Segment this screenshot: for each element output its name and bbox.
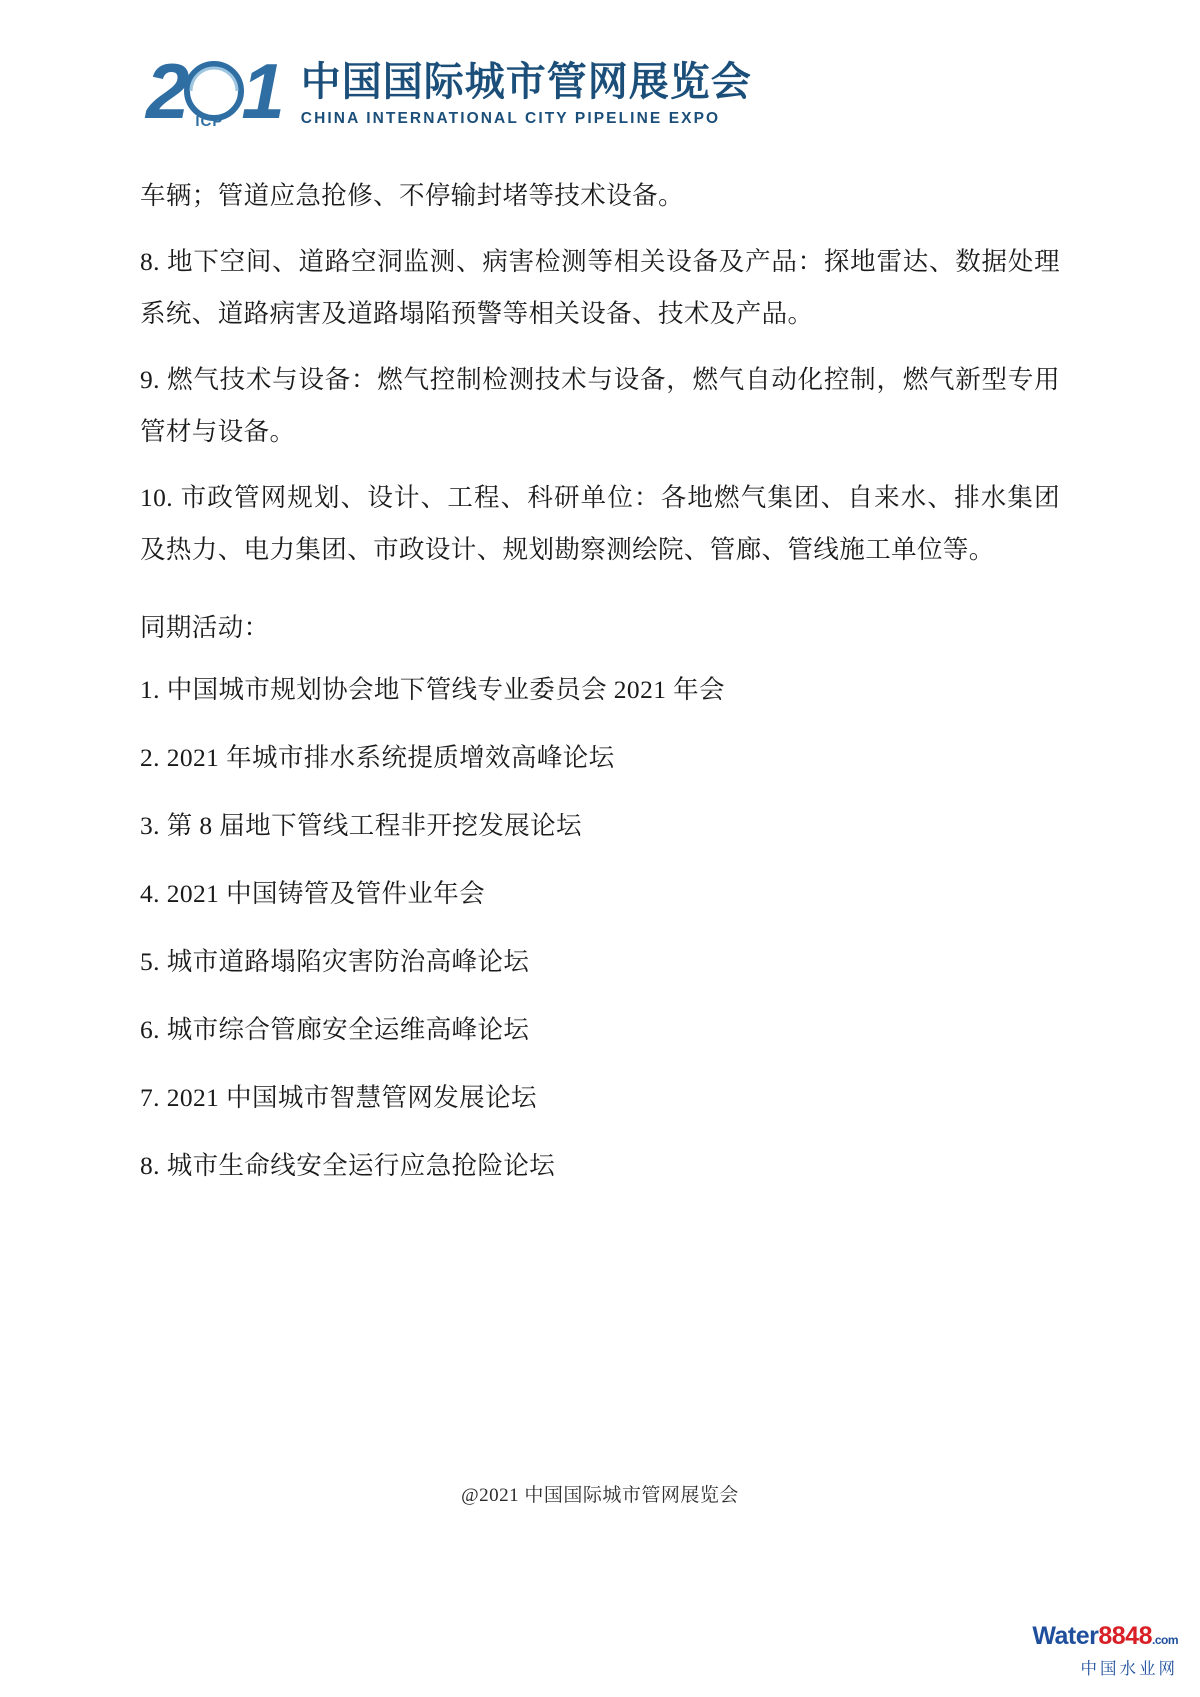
paragraph-item-9: 9. 燃气技术与设备：燃气控制检测技术与设备，燃气自动化控制，燃气新型专用管材与设备。 <box>140 365 1060 446</box>
logo-year-digit-1: 1 <box>241 47 283 135</box>
page-footer: @2021 中国国际城市管网展览会 <box>461 1485 739 1506</box>
logo-year <box>146 47 283 135</box>
watermark-suffix: .com <box>1151 1633 1178 1647</box>
section-title-concurrent-events: 同期活动： <box>140 613 270 642</box>
watermark-word: Water <box>1032 1622 1099 1650</box>
event-item-5: 5. 城市道路塌陷灾害防治高峰论坛 <box>140 947 530 976</box>
logo-title-cn: 中国国际城市管网展览会 <box>300 60 752 104</box>
event-item-2: 2. 2021 年城市排水系统提质增效高峰论坛 <box>140 743 615 772</box>
paragraph-item-8: 8. 地下空间、道路空洞监测、病害检测等相关设备及产品：探地雷达、数据处理系统、道路病害及道路塌陷预警等相关设备、技术及产品。 <box>140 247 1060 328</box>
event-item-6: 6. 城市综合管廊安全运维高峰论坛 <box>140 1015 530 1044</box>
continued-paragraph: 车辆；管道应急抢修、不停输封堵等技术设备。 <box>140 181 684 210</box>
event-item-3: 3. 第 8 届地下管线工程非开挖发展论坛 <box>140 811 582 840</box>
event-item-4: 4. 2021 中国铸管及管件业年会 <box>140 879 486 908</box>
event-item-8: 8. 城市生命线安全运行应急抢险论坛 <box>140 1151 556 1180</box>
watermark <box>1032 1623 1178 1679</box>
event-item-1: 1. 中国城市规划协会地下管线专业委员会 2021 年会 <box>140 675 725 704</box>
paragraph-item-10: 10. 市政管网规划、设计、工程、科研单位：各地燃气集团、自来水、排水集团及热力、电力集团、市政设计、规划勘察测绘院、管廊、管线施工单位等。 <box>140 483 1060 564</box>
logo-title-en: CHINA INTERNATIONAL CITY PIPELINE EXPO <box>300 110 721 127</box>
icp-label: ICP <box>195 113 224 130</box>
expo-logo <box>146 47 752 135</box>
logo-year-digit-2: 2 <box>146 47 188 135</box>
logo-titles <box>301 52 752 128</box>
event-item-7: 7. 2021 中国城市智慧管网发展论坛 <box>140 1083 537 1112</box>
watermark-subtitle: 中国水业网 <box>1080 1660 1178 1678</box>
watermark-number: 8848 <box>1098 1622 1152 1650</box>
watermark-brand <box>1032 1623 1178 1653</box>
icp-ring-icon <box>183 60 245 130</box>
document-body <box>140 170 1060 1208</box>
